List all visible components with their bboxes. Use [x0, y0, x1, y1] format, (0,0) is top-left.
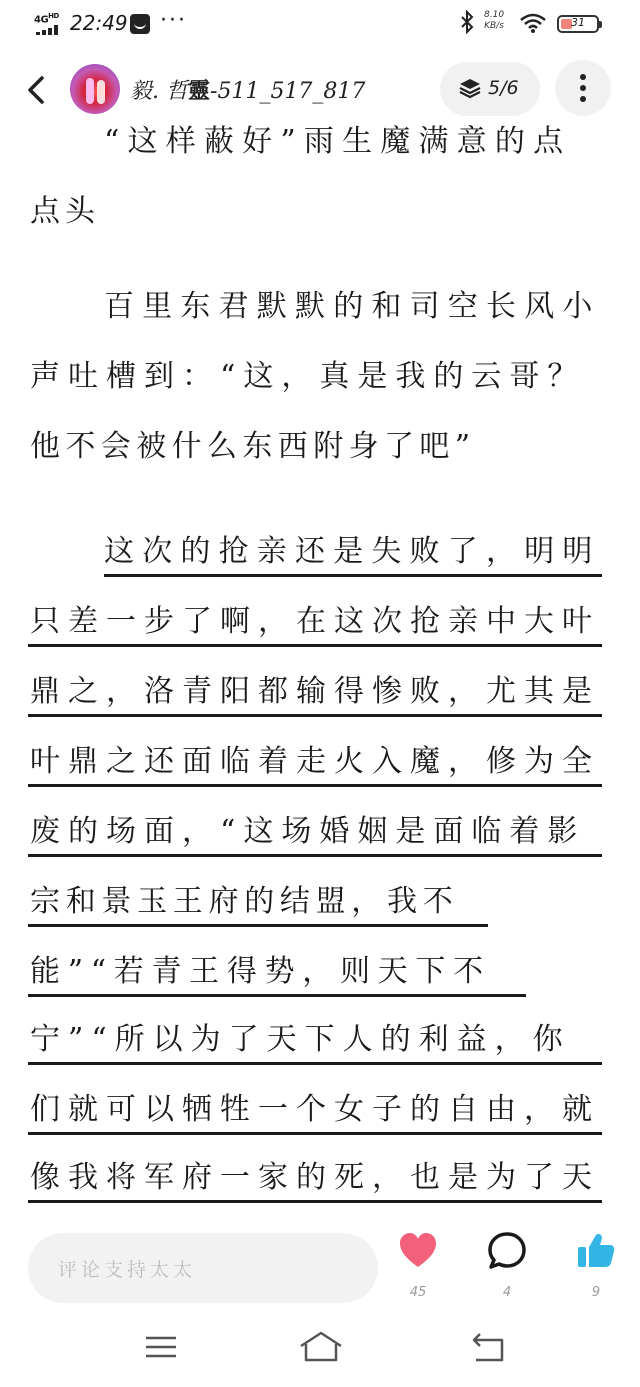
back-nav-icon[interactable]: [470, 1330, 506, 1364]
author-avatar[interactable]: [70, 64, 120, 114]
notification-app-icon: [130, 14, 150, 34]
text-line-content: 废的场面，“这场婚姻是面临着影: [30, 814, 586, 849]
text-line: [0, 602, 640, 642]
text-line: [0, 192, 640, 232]
like-button[interactable]: [388, 1231, 448, 1301]
text-underline: [28, 924, 488, 927]
layers-icon: [458, 76, 482, 100]
text-line-content: 他不会被什么东西附身了吧”: [30, 429, 476, 464]
heart-icon: [398, 1231, 438, 1271]
back-button[interactable]: [18, 70, 58, 110]
text-line-content: 只差一步了啊，在这次抢亲中大叶: [30, 604, 600, 639]
more-vertical-icon: [580, 74, 586, 80]
text-underline: [28, 714, 602, 717]
text-line: [0, 742, 640, 782]
bottom-action-bar: [0, 1225, 640, 1315]
text-line-content: 宁”“所以为了天下人的利益，你: [30, 1022, 571, 1057]
comment-button[interactable]: [477, 1231, 537, 1301]
text-line: [0, 357, 640, 397]
wifi-icon: [520, 12, 546, 34]
text-line-content: “这样蔽好”雨生魔满意的点: [104, 124, 572, 159]
reader-header: [0, 58, 640, 122]
clock: 22:49: [70, 11, 128, 35]
chapter-pager-button[interactable]: [440, 62, 540, 116]
signal-icon: [36, 25, 60, 35]
more-menu-button[interactable]: [555, 60, 611, 116]
network-type: $4G^{HD}$: [34, 12, 59, 26]
more-notifications-icon: ···: [160, 8, 187, 33]
text-line: [0, 122, 640, 162]
comment-count: 4: [502, 1285, 512, 1300]
bluetooth-icon: [460, 10, 474, 39]
text-line: [0, 672, 640, 712]
chapter-content: [0, 122, 640, 1222]
text-line-content: 点头: [30, 194, 100, 229]
text-line-content: 叶鼎之还面临着走火入魔，修为全: [30, 744, 600, 779]
battery-icon: [557, 15, 599, 33]
text-line: [0, 1020, 640, 1060]
text-line: [0, 532, 640, 572]
page-indicator: 5/6: [488, 77, 519, 99]
like-count: 45: [409, 1285, 427, 1300]
text-line: [0, 812, 640, 852]
text-line-content: 鼎之，洛青阳都输得惨败，尤其是: [30, 674, 600, 709]
text-line: [0, 427, 640, 467]
text-line: [0, 1158, 640, 1198]
text-line: [0, 287, 640, 327]
text-line-content: 百里东君默默的和司空长风小: [104, 289, 601, 324]
network-speed: 8.10 KB/s: [484, 10, 505, 31]
text-line: [0, 882, 640, 922]
comment-bubble-icon: [487, 1231, 527, 1271]
text-underline: [28, 1200, 602, 1203]
battery-level: 31: [571, 16, 585, 29]
text-underline: [28, 854, 602, 857]
text-line: [0, 1090, 640, 1130]
thumbs-up-count: 9: [591, 1285, 601, 1300]
text-underline: [28, 994, 526, 997]
text-line-content: 像我将军府一家的死，也是为了天: [30, 1160, 600, 1195]
status-bar: [0, 0, 640, 48]
text-underline: [104, 574, 602, 577]
comment-input[interactable]: [28, 1233, 378, 1303]
text-line-content: 能”“若青王得势，则天下不: [30, 954, 491, 989]
author-name[interactable]: 毅. 哲靈-511_517_817: [130, 78, 366, 104]
text-underline: [28, 1062, 602, 1065]
text-line-content: 宗和景玉王府的结盟，我不: [30, 884, 459, 919]
thumbs-up-icon: [576, 1231, 616, 1271]
system-nav-bar: [0, 1320, 640, 1387]
text-underline: [28, 784, 602, 787]
menu-nav-icon[interactable]: [144, 1330, 178, 1364]
text-underline: [28, 644, 602, 647]
text-line-content: 这次的抢亲还是失败了，明明: [104, 534, 601, 569]
text-underline: [28, 1132, 602, 1135]
chevron-left-icon: [18, 70, 58, 110]
text-line: [0, 952, 640, 992]
comment-placeholder: 评论支持太太: [58, 1259, 197, 1281]
home-nav-icon[interactable]: [298, 1330, 344, 1364]
text-line-content: 声吐槽到：“这，真是我的云哥？: [30, 359, 586, 394]
text-line-content: 们就可以牺牲一个女子的自由，就: [30, 1092, 600, 1127]
thumbs-up-button[interactable]: [566, 1231, 626, 1301]
